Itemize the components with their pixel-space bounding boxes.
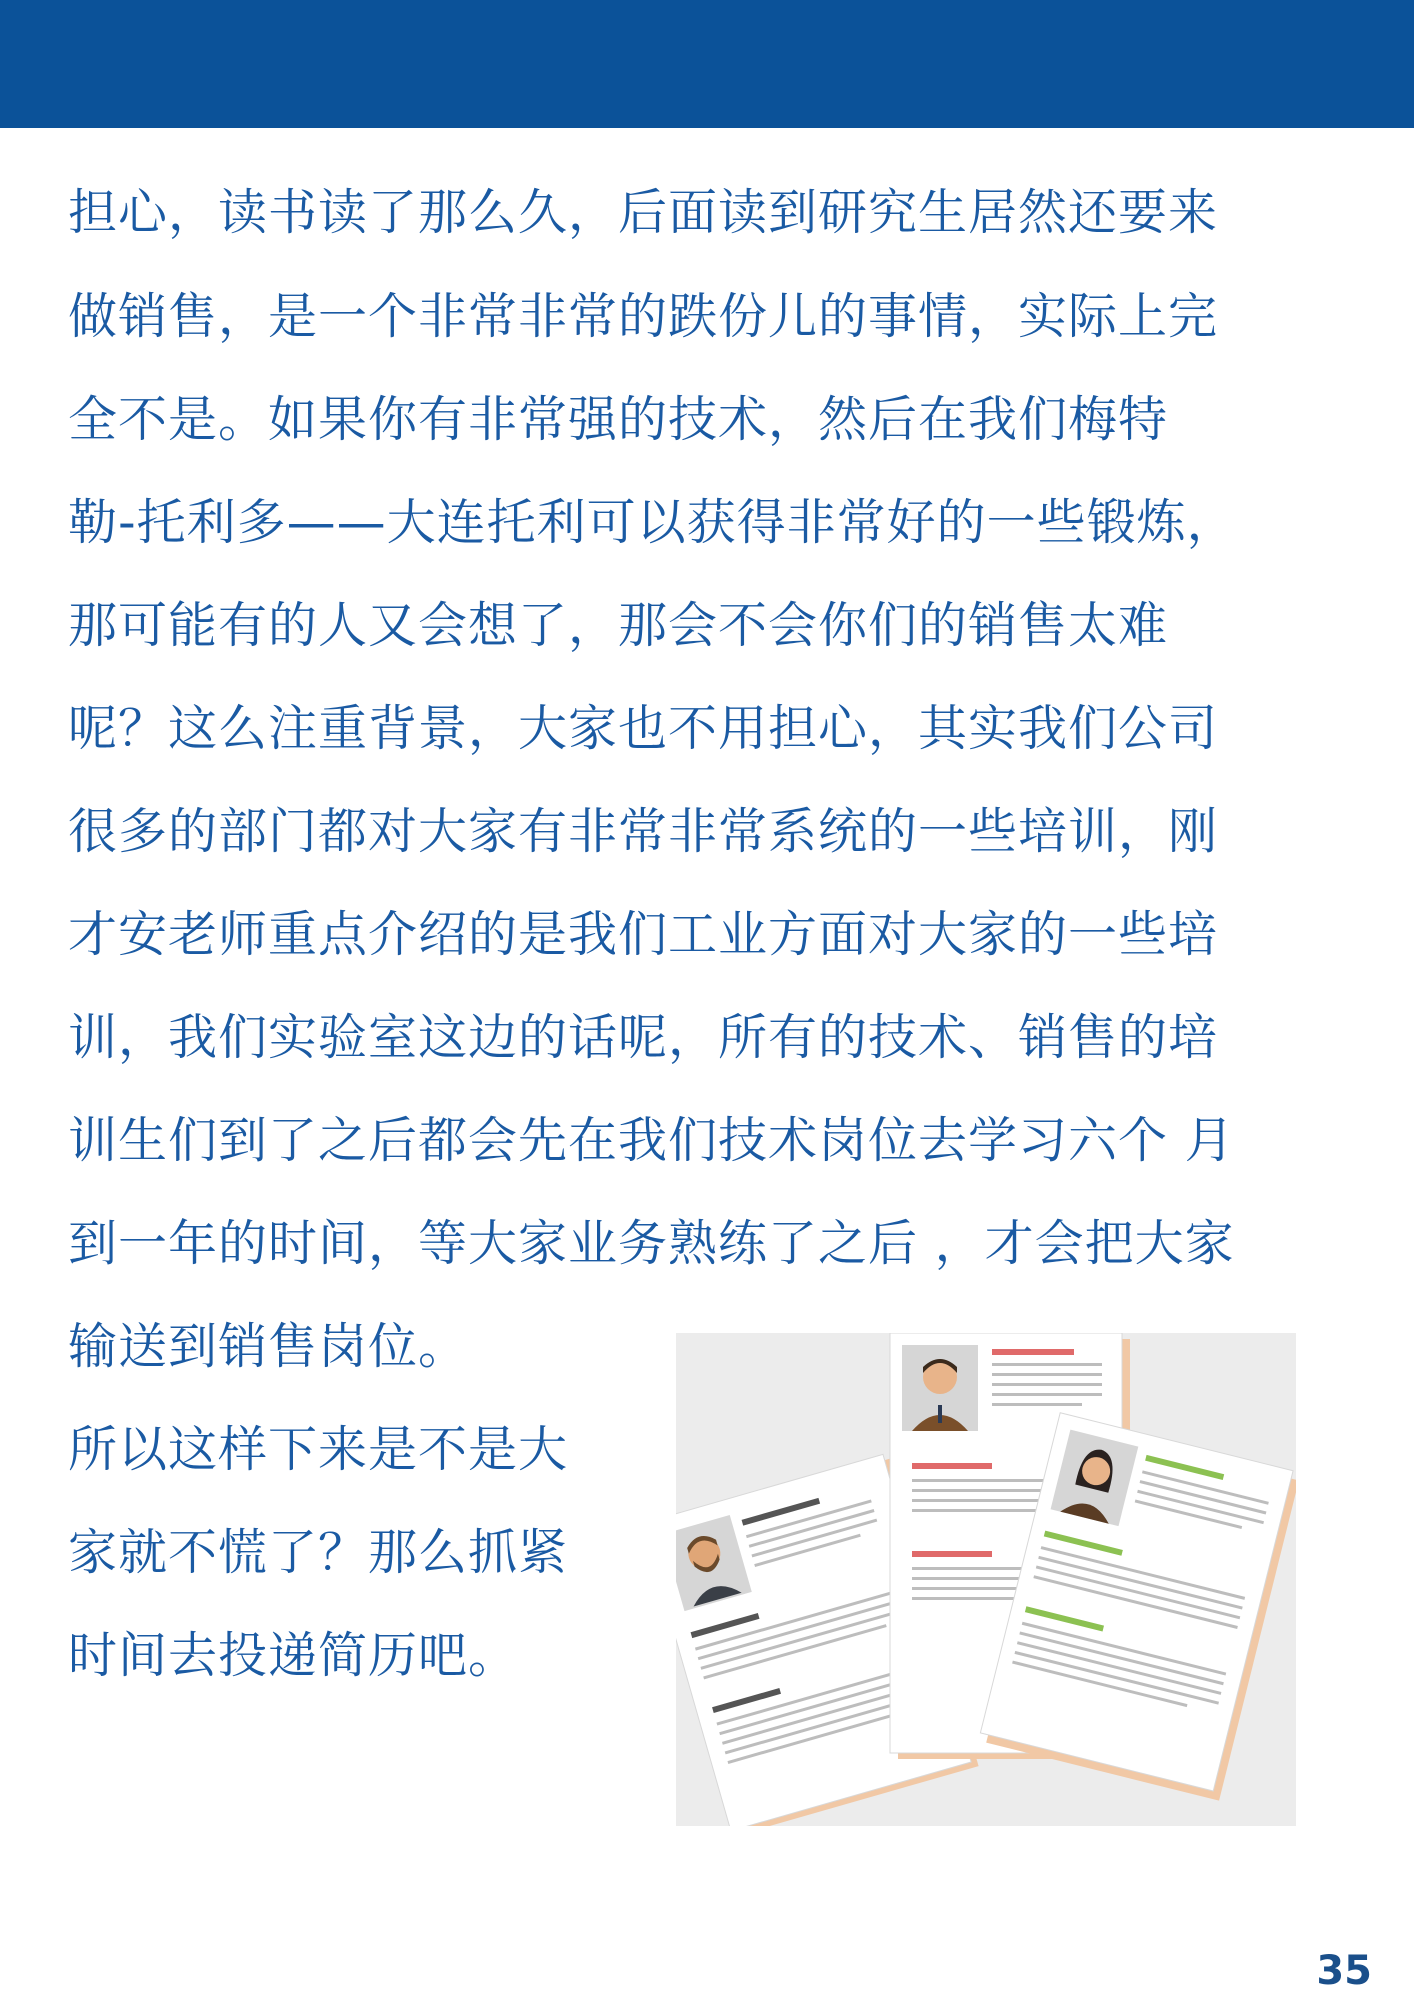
body-text-line: 训生们到了之后都会先在我们技术岗位去学习六个 月 xyxy=(68,1112,1235,1169)
page-number: 35 xyxy=(1316,1948,1372,1994)
body-text-line: 很多的部门都对大家有非常非常系统的一些培训，刚 xyxy=(68,803,1219,860)
body-text-line: 呢？这么注重背景，大家也不用担心，其实我们公司 xyxy=(68,700,1219,757)
body-text-line: 担心，读书读了那么久，后面读到研究生居然还要来 xyxy=(68,184,1219,241)
resumes-illustration-icon xyxy=(676,1333,1296,1826)
body-text-line: 做销售，是一个非常非常的跌份儿的事情，实际上完 xyxy=(68,288,1219,345)
body-text-line: 家就不慌了？那么抓紧 xyxy=(68,1524,569,1581)
body-text-line: 那可能有的人又会想了，那会不会你们的销售太难 xyxy=(68,597,1169,654)
body-text-line: 时间去投递简历吧。 xyxy=(68,1627,519,1684)
body-text-line: 训，我们实验室这边的话呢，所有的技术、销售的培 xyxy=(68,1009,1219,1066)
body-text-line: 全不是。如果你有非常强的技术，然后在我们梅特 xyxy=(68,391,1169,448)
body-text-line: 才安老师重点介绍的是我们工业方面对大家的一些培 xyxy=(68,906,1219,963)
body-text-line: 输送到销售岗位。 xyxy=(68,1318,469,1375)
body-text-line: 勒-托利多——大连托利可以获得非常好的一些锻炼， xyxy=(68,494,1237,551)
body-text-line: 所以这样下来是不是大 xyxy=(68,1421,569,1478)
header-bar xyxy=(0,0,1414,128)
body-text-line: 到一年的时间，等大家业务熟练了之后 ，才会把大家 xyxy=(68,1215,1235,1272)
